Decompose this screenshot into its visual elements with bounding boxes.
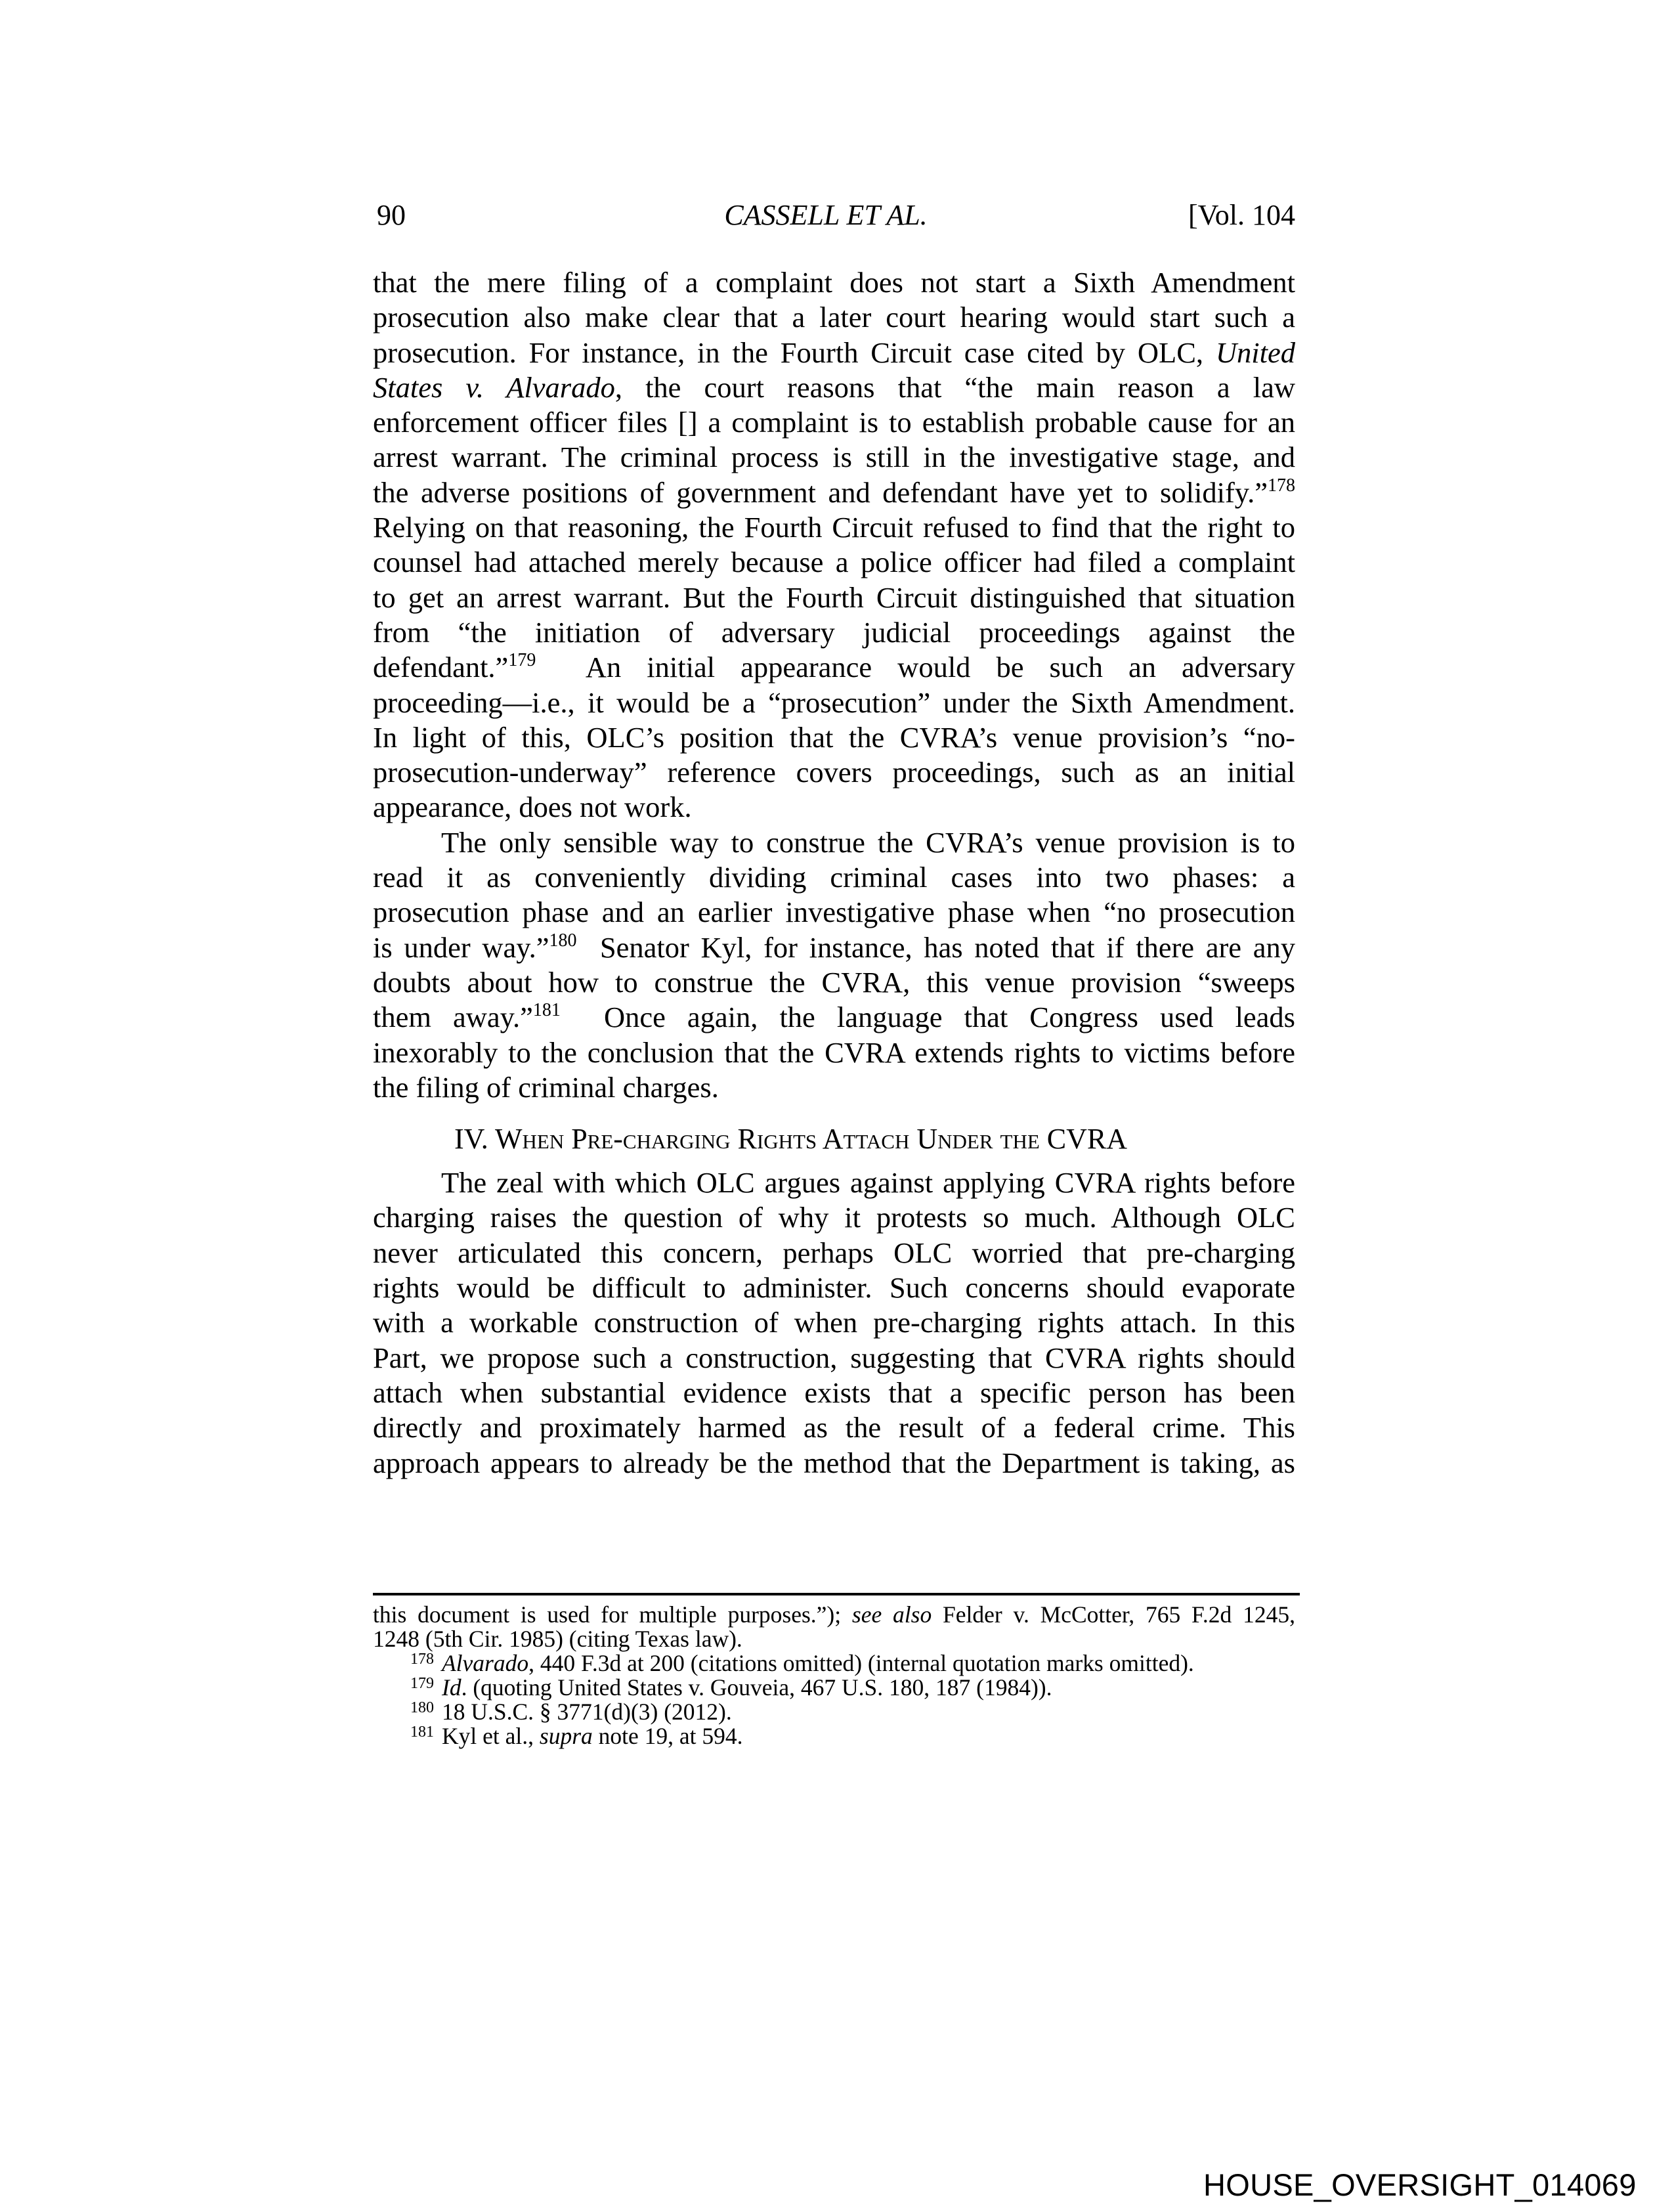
text-line: with a workable construction of when pre-charging rights attach. In this — [373, 1306, 1295, 1339]
footnote-181 — [373, 1724, 1295, 1748]
footnote-continuation-line — [373, 1603, 1295, 1627]
case-name-italic: States v. Alvarado — [373, 370, 615, 404]
citation-italic: Alvarado — [442, 1650, 529, 1676]
case-name-italic: United — [1215, 336, 1295, 369]
footnote-text: 18 U.S.C. § 3771(d)(3) (2012). — [442, 1699, 732, 1725]
volume-label: [Vol. 104 — [1188, 199, 1295, 231]
footnotes — [373, 1603, 1295, 1748]
section-heading: IV. When Pre-charging Rights Attach Under the CVRA — [454, 1123, 1128, 1156]
footnote-number: 179 — [410, 1675, 434, 1692]
text-line: prosecution also make clear that a later court hearing would start such a — [373, 301, 1295, 334]
bates-stamp: HOUSE_OVERSIGHT_014069 — [1203, 2167, 1637, 2202]
footnote-178 — [373, 1651, 1295, 1676]
text-line: arrest warrant. The criminal process is still in the investigative stage, and — [373, 441, 1295, 474]
text-line: attach when substantial evidence exists that a specific person has been — [373, 1376, 1295, 1409]
text-line: appearance, does not work. — [373, 791, 692, 824]
footnote-continuation-line: 1248 (5th Cir. 1985) (citing Texas law). — [373, 1626, 742, 1652]
text-line: In light of this, OLC’s position that the CVRA’s venue provision’s “no- — [373, 720, 1295, 754]
text-line: enforcement officer files [] a complaint is to establish probable cause for an — [373, 406, 1295, 439]
text-span: this document is used for multiple purposes.”); — [373, 1601, 852, 1628]
text-line — [373, 930, 1295, 965]
paragraph-2 — [373, 825, 1295, 1105]
text-line: counsel had attached merely because a police officer had filed a complaint — [373, 546, 1295, 579]
text-line: Relying on that reasoning, the Fourth Circuit refused to find that the right to — [373, 511, 1295, 544]
footnote-ref[interactable]: 179 — [508, 650, 536, 671]
text-line: doubts about how to construe the CVRA, this venue provision “sweeps — [373, 965, 1295, 999]
text-span: Once again, the language that Congress used leads — [560, 1001, 1296, 1034]
footnote-separator — [373, 1593, 1300, 1595]
footnote-text: . (quoting United States v. Gouveia, 467 U.S. 180, 187 (1984)). — [461, 1674, 1052, 1701]
footnote-number: 180 — [410, 1699, 434, 1716]
citation-italic: supra — [539, 1723, 593, 1749]
text-line — [373, 370, 1295, 405]
text-line: prosecution-underway” reference covers proceedings, such as an initial — [373, 756, 1295, 789]
footnote-number: 178 — [410, 1651, 434, 1668]
text-span: , the court reasons that “the main reason a law — [614, 370, 1295, 404]
running-title: CASSELL ET AL. — [724, 199, 928, 231]
text-span: Senator Kyl, for instance, has noted that if there are any — [576, 930, 1295, 964]
text-line: from “the initiation of adversary judicial proceedings against the — [373, 615, 1295, 649]
citation-italic: Id — [442, 1674, 461, 1701]
text-line: never articulated this concern, perhaps OLC worried that pre-charging — [373, 1236, 1295, 1269]
text-line: approach appears to already be the method that the Department is taking, as — [373, 1446, 1295, 1479]
text-line — [373, 475, 1295, 510]
footnote-text: , 440 F.3d at 200 (citations omitted) (internal quotation marks omitted). — [528, 1650, 1194, 1676]
footnote-179 — [373, 1676, 1295, 1700]
text-line: The only sensible way to construe the CVRA’s venue provision is to — [441, 825, 1295, 859]
text-span: them away.” — [373, 1001, 533, 1034]
text-line: prosecution phase and an earlier investigative phase when “no prosecution — [373, 896, 1295, 929]
footnote-ref[interactable]: 181 — [532, 1000, 561, 1021]
text-line: directly and proximately harmed as the result of a federal crime. This — [373, 1411, 1295, 1444]
text-line — [373, 1000, 1295, 1035]
text-span: prosecution. For instance, in the Fourth Circuit case cited by OLC, — [373, 336, 1216, 369]
text-span: defendant.” — [373, 651, 509, 684]
text-line: the filing of criminal charges. — [373, 1070, 719, 1104]
text-span: the adverse positions of government and defendant have yet to solidify.” — [373, 475, 1268, 509]
text-line: charging raises the question of why it protests so much. Although OLC — [373, 1201, 1295, 1234]
footnote-180 — [373, 1700, 1295, 1724]
footnote-text: note 19, at 594. — [592, 1723, 743, 1749]
text-line: Part, we propose such a construction, suggesting that CVRA rights should — [373, 1341, 1295, 1374]
page-number: 90 — [377, 199, 406, 231]
text-span: is under way.” — [373, 930, 549, 964]
text-line: to get an arrest warrant. But the Fourth Circuit distinguished that situation — [373, 580, 1295, 614]
text-span: An initial appearance would be such an adversary — [536, 651, 1295, 684]
footnote-ref[interactable]: 180 — [549, 930, 577, 951]
text-line: proceeding—i.e., it would be a “prosecution” under the Sixth Amendment. — [373, 685, 1295, 719]
text-span: Felder v. McCotter, 765 F.2d 1245, — [932, 1601, 1295, 1628]
footnote-text: Kyl et al., — [442, 1723, 540, 1749]
text-line — [373, 336, 1295, 370]
text-line: read it as conveniently dividing criminal cases into two phases: a — [373, 861, 1295, 894]
footnote-ref[interactable]: 178 — [1268, 475, 1295, 496]
text-line: inexorably to the conclusion that the CVRA extends rights to victims before — [373, 1035, 1295, 1069]
text-line: rights would be difficult to administer. Such concerns should evaporate — [373, 1271, 1295, 1305]
paragraph-1 — [373, 265, 1295, 825]
body-text — [373, 265, 1295, 1481]
paragraph-3 — [373, 1165, 1295, 1481]
footnote-number: 181 — [410, 1724, 434, 1741]
text-line — [373, 650, 1295, 685]
signal-italic: see also — [851, 1601, 932, 1628]
text-line: that the mere filing of a complaint does not start a Sixth Amendment — [373, 266, 1295, 299]
text-line: The zeal with which OLC argues against applying CVRA rights before — [441, 1166, 1295, 1200]
running-header — [373, 197, 1295, 234]
